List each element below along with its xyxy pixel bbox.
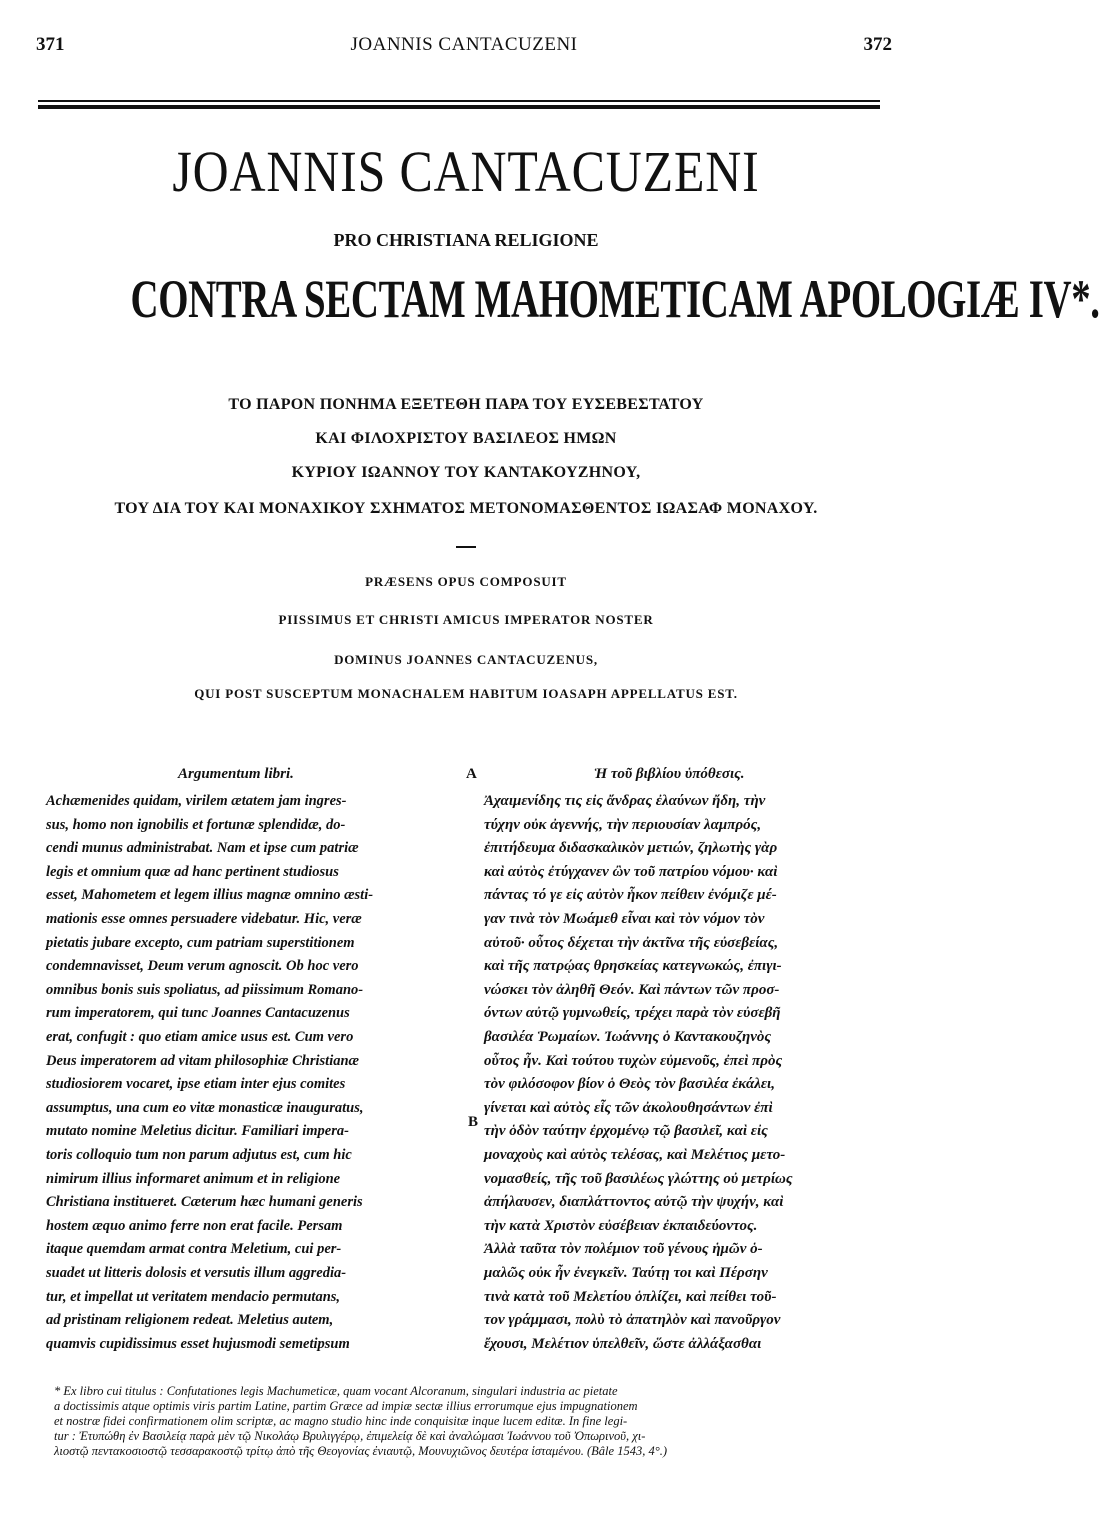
left-column-line: suadet ut litteris dolosis et versutis illum aggredia- (46, 1265, 347, 1281)
left-column-line: mutato nomine Meletius dicitur. Familiari impera- (46, 1123, 349, 1140)
right-column-line: τύχην οὐκ ἀγεννής, τὴν περιουσίαν λαμπρός, (484, 816, 762, 833)
left-column-line: omnibus bonis suis spoliatus, ad piissimum Romano- (46, 981, 364, 998)
footnote-line: λιοστῷ πεντακοσιοστῷ τεσσαρακοστῷ τρίτῳ ἀπὸ τῆς Θεογονίας ἐνιαυτῷ, Μουνυχιῶνος δευτέρα ἱσταμένου. (Bâle 1543, 4°.) (54, 1444, 667, 1458)
right-column-line: τον γράμμασι, πολὺ τὸ ἀπατηλὸν καὶ πανοῦργον (484, 1312, 781, 1329)
left-column-line: Deus imperatorem ad vitam philosophiæ Christianæ (46, 1052, 360, 1069)
left-column-line: erat, confugit : quo etiam amice usus est. Cum vero (46, 1029, 354, 1045)
right-column-line: καὶ τῆς πατρῴας θρησκείας κατεγνωκώς, ἐπιγι- (484, 958, 782, 975)
right-column-line: μαλῶς οὐκ ἦν ἐνεγκεῖν. Ταύτῃ τοι καὶ Πέρσην (484, 1265, 768, 1281)
left-column-line: itaque quemdam armat contra Meletium, cui per- (46, 1241, 342, 1258)
left-column-heading: Argumentum libri. (178, 766, 294, 782)
page-number-right: 372 (863, 34, 892, 55)
left-column-line: legis et omnium quæ ad hanc pertinent studiosus (46, 863, 339, 880)
latin-title-line: PIISSIMUS ET CHRISTI AMICUS IMPERATOR NOSTER (278, 612, 654, 627)
left-column-line: pietatis jubare excepto, cum patriam superstitionem (46, 934, 355, 951)
right-column-line: τὴν κατὰ Χριστὸν εὐσέβειαν ἐκπαιδεύοντος. (484, 1217, 758, 1234)
left-column-line: ad pristinam religionem redeat. Meletius autem, (46, 1312, 334, 1329)
right-column-line: ἔχουσι, Μελέτιον ὑπελθεῖν, ὥστε ἀλλάξασθαι (484, 1335, 762, 1352)
left-column-line: esset, Mahometem et legem illius magnæ omnino æsti- (46, 887, 374, 904)
left-column-line: rum imperatorem, qui tunc Joannes Cantacuzenus (46, 1005, 350, 1022)
work-title: CONTRA SECTAM MAHOMETICAM APOLOGIÆ IV*. (130, 269, 1100, 329)
right-column-line: Ἀλλὰ ταῦτα τὸν πολέμιον τοῦ γένους ἡμῶν ὁ- (484, 1241, 763, 1258)
footnote-line: et nostræ fidei confirmationem olim scriptæ, ac magno studio hinc inde conquisitæ inque lucem editæ. In fine legi- (54, 1414, 628, 1428)
header-rule-thick (38, 105, 880, 109)
left-column-line: Achæmenides quidam, virilem ætatem jam ingres- (46, 793, 347, 809)
subtitle: PRO CHRISTIANA RELIGIONE (333, 230, 599, 250)
right-column-line: βασιλέα Ῥωμαίων. Ἰωάννης ὁ Καντακουζηνὸς (484, 1029, 772, 1045)
header-rule-thin (38, 100, 880, 102)
margin-marker-a: A (466, 766, 477, 782)
footnote-line: * Ex libro cui titulus : Confutationes legis Machumeticæ, quam vocant Alcoranum, singulari industria ac pietate (54, 1384, 618, 1398)
right-column-line: νομασθείς, τῆς τοῦ βασιλέως γλώττης οὐ μετρίως (484, 1170, 793, 1187)
section-dash (456, 546, 476, 548)
greek-title-line: ΤΟ ΠΑΡΟΝ ΠΟΝΗΜΑ ΕΞΕΤΕΘΗ ΠΑΡΑ ΤΟΥ ΕΥΣΕΒΕΣΤΑΤΟΥ (228, 396, 704, 413)
running-head (36, 34, 892, 58)
left-column-line: tur, et impellat ut veritatem mendacio permutans, (46, 1288, 341, 1305)
left-column-line: assumptus, una cum eo vitæ monasticæ inauguratus, (46, 1099, 364, 1116)
left-column-line: toris colloquio tum non parum adjutus est, cum hic (46, 1147, 352, 1163)
page-number-left: 371 (36, 34, 65, 55)
left-column-line: cendi munus administrabat. Nam et ipse cum patriæ (46, 840, 359, 857)
left-column-line: sus, homo non ignobilis et fortunæ splendidæ, do- (46, 816, 346, 833)
right-column-line: τινὰ κατὰ τοῦ Μελετίου ὁπλίζει, καὶ πείθει τοῦ- (484, 1288, 777, 1305)
latin-title-line: QUI POST SUSCEPTUM MONACHALEM HABITUM IOASAPH APPELLATUS EST. (194, 686, 738, 701)
greek-title-line: ΚΥΡΙΟΥ ΙΩΑΝΝΟΥ ΤΟΥ ΚΑΝΤΑΚΟΥΖΗΝΟΥ, (291, 464, 641, 481)
right-column-line: αὐτοῦ· οὗτος δέχεται τὴν ἀκτῖνα τῆς εὐσεβείας, (484, 934, 779, 951)
right-column-line: νώσκει τὸν ἀληθῆ Θεόν. Καὶ πάντων τῶν προσ- (484, 981, 780, 998)
latin-title-line: DOMINUS JOANNES CANTACUZENUS, (334, 652, 598, 667)
right-column-line: ἀπήλαυσεν, διαπλάττοντος αὐτῷ τὴν ψυχήν, καὶ (484, 1194, 784, 1211)
right-column-line: γίνεται καὶ αὐτὸς εἷς τῶν ἀκολουθησάντων ἐπὶ (484, 1099, 773, 1116)
left-column-line: condemnavisset, Deum verum agnoscit. Ob hoc vero (46, 958, 359, 975)
latin-title-line: PRÆSENS OPUS COMPOSUIT (365, 574, 567, 589)
right-column-line: ἐπιτήδευμα διδασκαλικὸν μετιών, ζηλωτὴς γὰρ (484, 840, 778, 857)
right-column-line: καὶ αὐτὸς ἐτύγχανεν ὢν τοῦ πατρίου νόμου· καὶ (484, 863, 778, 880)
main-title: JOANNIS CANTACUZENI (172, 139, 760, 204)
running-title: JOANNIS CANTACUZENI (350, 34, 578, 55)
right-column-line: γαν τινὰ τὸν Μωάμεθ εἶναι καὶ τὸν νόμον τὸν (484, 911, 765, 927)
greek-title-line: ΚΑΙ ΦΙΛΟΧΡΙΣΤΟΥ ΒΑΣΙΛΕΟΣ ΗΜΩΝ (315, 430, 617, 447)
right-column-heading: Ἡ τοῦ βιβλίου ὑπόθεσις. (594, 766, 745, 782)
left-column-line: hostem æquo animo ferre non erat facile. Persam (46, 1217, 343, 1234)
footnote-line: tur : Ἐτυπώθη ἐν Βασιλείᾳ παρὰ μὲν τῷ Νικολάῳ Βρυλιγγέρῳ, ἐπιμελείᾳ δὲ καὶ ἀναλώμασι Ἰωάννου τοῦ Ὀπωρινοῦ, χι- (54, 1429, 646, 1443)
left-column-line: studiosiorem vocaret, ipse etiam inter ejus comites (46, 1076, 346, 1093)
left-column-line: quamvis cupidissimus esset hujusmodi semetipsum (46, 1335, 350, 1352)
left-column-line: Christiana institueret. Cæterum hæc humani generis (46, 1194, 363, 1211)
right-column-line: τὸν φιλόσοφον βίον ὁ Θεὸς τὸν βασιλέα ἐκάλει, (484, 1076, 775, 1093)
left-column-line: nimirum illius informaret animum et in religione (46, 1170, 341, 1187)
right-column-line: πάντας τό γε εἰς αὐτὸν ἧκον πείθειν ἐνόμιζε μέ- (484, 887, 777, 904)
greek-title-line: ΤΟΥ ΔΙΑ ΤΟΥ ΚΑΙ ΜΟΝΑΧΙΚΟΥ ΣΧΗΜΑΤΟΣ ΜΕΤΟΝΟΜΑΣΘΕΝΤΟΣ ΙΩΑΣΑΦ ΜΟΝΑΧΟΥ. (114, 500, 818, 517)
footnote-line: a doctissimis atque optimis viris partim Latine, partim Græce ad impiæ sectæ illius errorumque ejus impugnationem (54, 1399, 638, 1413)
left-column-line: mationis esse omnes persuadere videbatur. Hic, veræ (46, 911, 362, 927)
margin-marker-b: B (468, 1114, 479, 1130)
right-column-line: μοναχοὺς καὶ αὐτὸς τελέσας, καὶ Μελέτιος μετο- (484, 1147, 786, 1163)
right-column-line: όντων αὐτῷ γυμνωθείς, τρέχει παρὰ τὸν εὐσεβῆ (484, 1005, 781, 1022)
right-column-line: οὗτος ἦν. Καὶ τούτου τυχὼν εὐμενοῦς, ἐπεὶ πρὸς (484, 1052, 783, 1069)
right-column-line: τὴν ὁδὸν ταύτην ἐρχομένῳ τῷ βασιλεῖ, καὶ εἰς (484, 1123, 768, 1140)
right-column-line: Ἀχαιμενίδης τις εἰς ἄνδρας ἐλαύνων ἤδη, τὴν (484, 793, 766, 809)
